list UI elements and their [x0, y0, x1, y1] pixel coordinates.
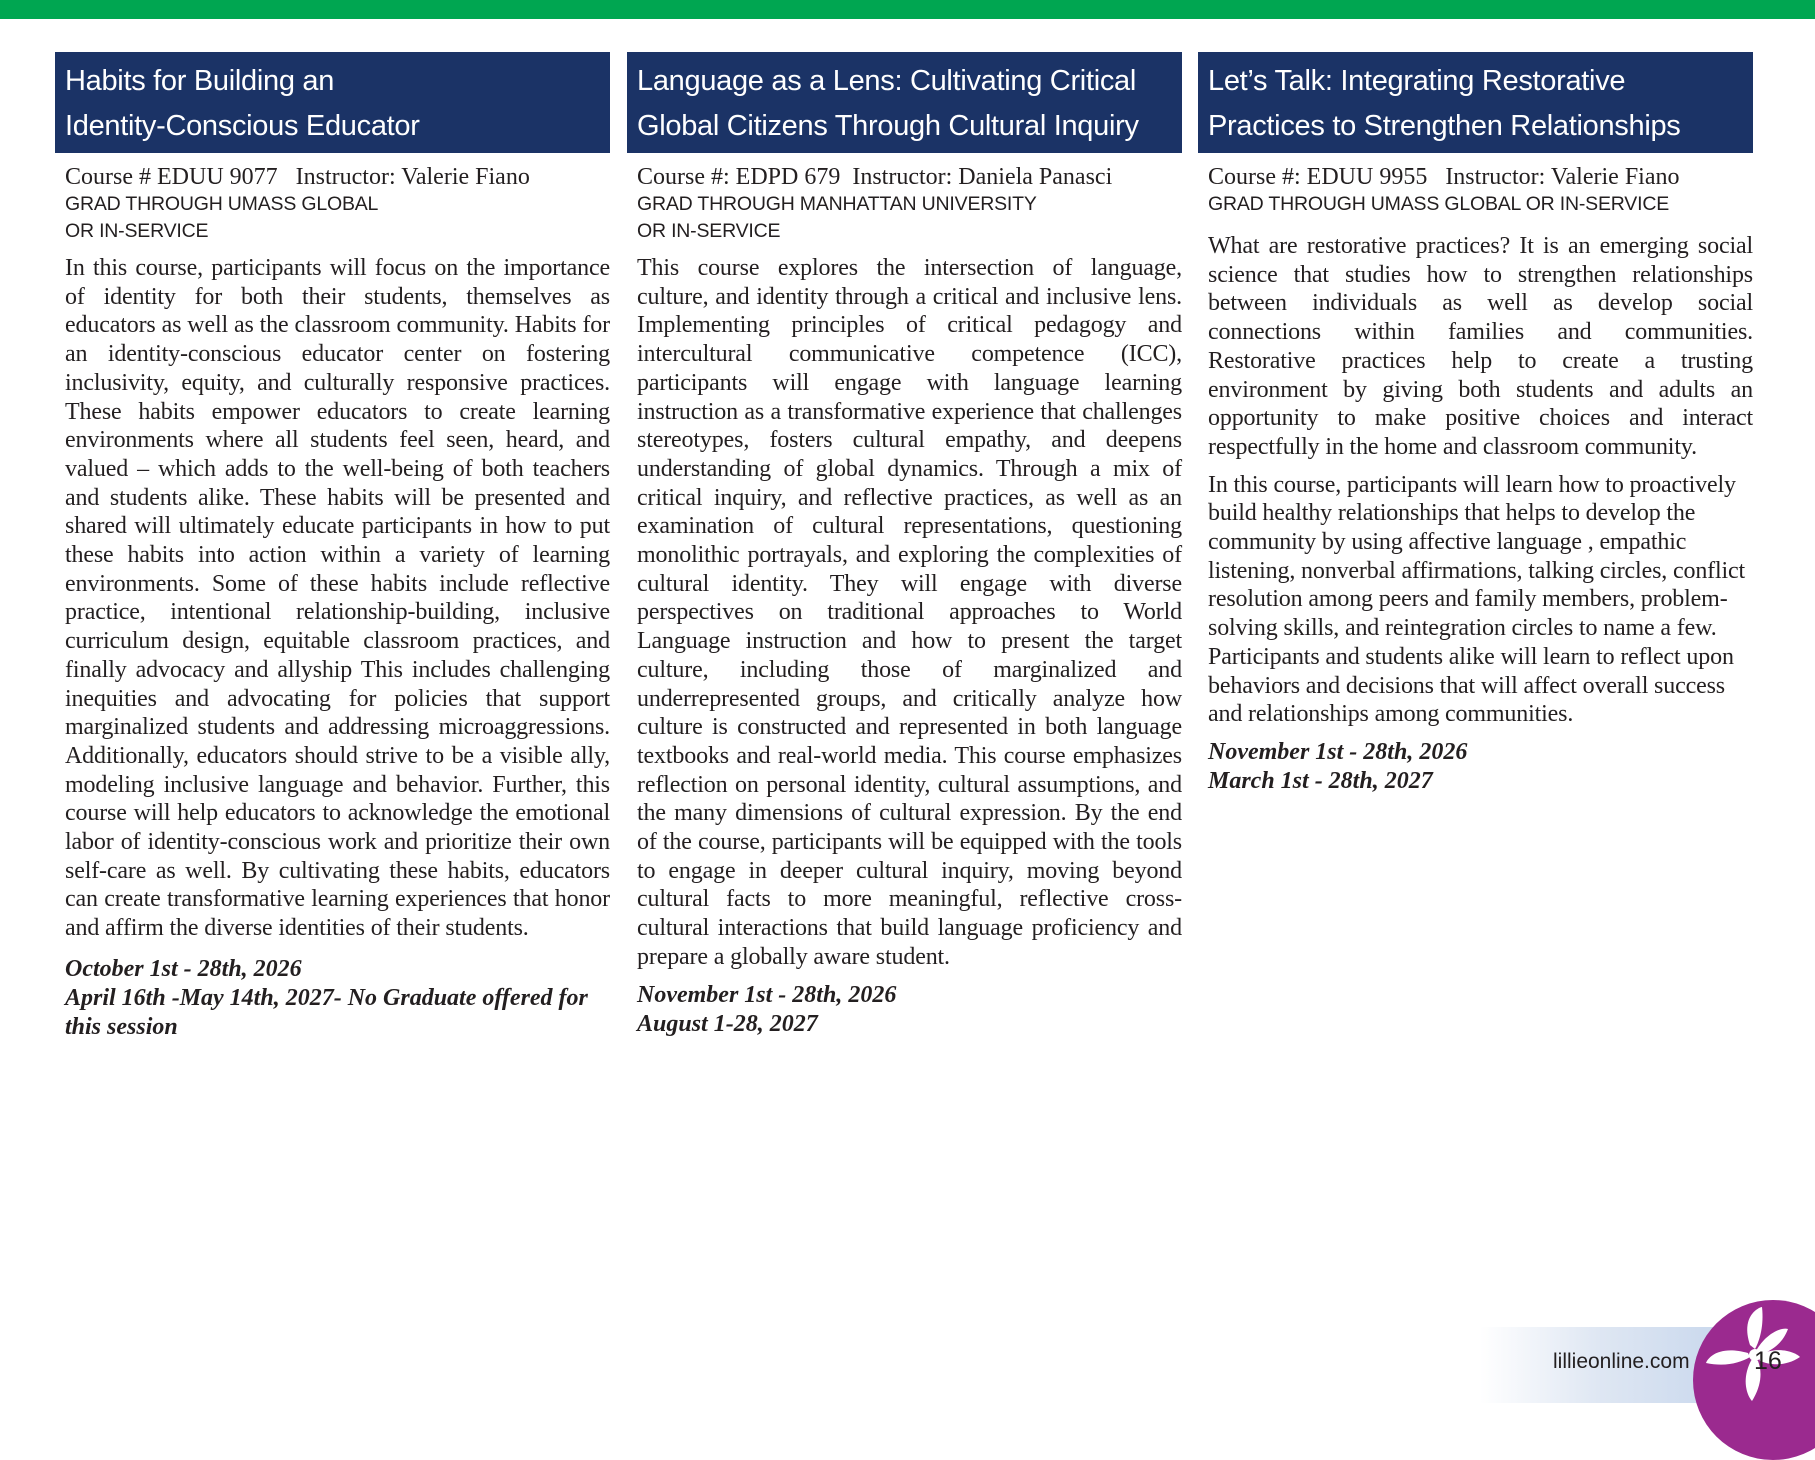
credit-option: GRAD THROUGH UMASS GLOBAL: [65, 193, 379, 215]
description-paragraph: In this course, participants will focus on the importance of identity for both their students, themselves as educators as well as the classroom community. Habits for an identity-conscious educator center on fostering inclusivity, equity, and culturally responsive practices. These habits empower educators to create learning environments where all students feel seen, heard, and valued – which adds to the well-being of both teachers and students alike. These habits will be presented and shared will ultimately educate participants in how to put these habits into action within a variety of learning environments. Some of these habits include reflective practice, intentional relationship-building, inclusive curriculum design, equitable classroom practices, and finally advocacy and allyship This includes challenging inequities and advocating for policies that support marginalized students and addressing microaggressions. Additionally, educators should strive to be a visible ally, modeling inclusive language and behavior. Further, this course will help educators to acknowledge the emotional labor of identity-conscious work and prioritize their own self-care as well. By cultivating these habits, educators can create transformative learning experiences that honor and affirm the diverse identities of their students.: [65, 255, 610, 942]
course-column-3: [1198, 52, 1753, 796]
top-accent-bar: [0, 0, 1815, 19]
course-number-instructor: Course # EDUU 9077 Instructor: Valerie Fiano: [65, 164, 530, 190]
session-dates: [1198, 738, 1753, 796]
description-paragraph: This course explores the intersection of language, culture, and identity through a critical and inclusive lens. Implementing principles of critical pedagogy and intercultural communicative competence (ICC), participants will engage with language learning instruction as a transformative experience that challenges stereotypes, fosters cultural empathy, and deepens understanding of global dynamics. Through a mix of critical inquiry, and reflective practices, as well as an examination of cultural representations, questioning monolithic portrayals, and exploring the complexities of cultural identity. They will engage with diverse perspectives on traditional approaches to World Language instruction and how to present the target culture, including those of marginalized and underrepresented groups, and critically analyze how culture is constructed and represented in both language textbooks and real-world media. This course emphasizes reflection on personal identity, cultural assumptions, and the many dimensions of cultural expression. By the end of the course, participants will be equipped with the tools to engage in deeper cultural inquiry, moving beyond cultural facts to more meaningful, reflective cross-cultural interactions that build language proficiency and prepare a globally aware student.: [637, 255, 1182, 970]
course-title-line: Identity-Conscious Educator: [65, 110, 420, 142]
description-paragraph: In this course, participants will learn how to proactively build healthy relationships that helps to develop the community by using affective language , empathic listening, nonverbal affirmations, talking circles, conflict resolution among peers and family members, problem-solving skills, and reintegration circles to name a few. Participants and students alike will learn to reflect upon behaviors and decisions that will affect overall success and relationships among communities.: [1208, 471, 1746, 728]
course-title-line: Let’s Talk: Integrating Restorative: [1208, 65, 1626, 97]
course-number-instructor: Course #: EDUU 9955 Instructor: Valerie Fiano: [1208, 164, 1680, 190]
course-description: [627, 254, 1182, 972]
session-dates: [627, 981, 1182, 1039]
credit-option: OR IN-SERVICE: [65, 220, 209, 242]
session-date: November 1st - 28th, 2026: [637, 981, 897, 1008]
course-title-line: Global Citizens Through Cultural Inquiry: [637, 110, 1139, 142]
course-meta: [1198, 163, 1753, 218]
credit-option: OR IN-SERVICE: [637, 220, 781, 242]
course-meta: [55, 163, 610, 245]
course-column-2: [627, 52, 1182, 1039]
course-number-instructor: Course #: EDPD 679 Instructor: Daniela Panasci: [637, 164, 1113, 190]
credit-option: GRAD THROUGH MANHATTAN UNIVERSITY: [637, 193, 1037, 215]
course-title-line: Practices to Strengthen Relationships: [1208, 110, 1681, 142]
session-date: August 1-28, 2027: [637, 1010, 818, 1037]
course-description: [55, 254, 610, 943]
page-number: 16: [1754, 1347, 1782, 1375]
session-dates: [55, 955, 610, 1042]
course-description: [1198, 232, 1753, 729]
description-paragraph: What are restorative practices? It is an emerging social science that studies how to strengthen relationships between individuals as well as develop social connections within families and communities. Restorative practices help to create a trusting environment by giving both students and adults an opportunity to make positive choices and interact respectfully in the home and classroom community.: [1208, 233, 1753, 460]
session-date: April 16th -May 14th, 2027- No Graduate offered for this session: [65, 984, 588, 1040]
course-column-1: [55, 52, 610, 1042]
footer-website[interactable]: lillieonline.com: [1553, 1350, 1690, 1373]
session-date: November 1st - 28th, 2026: [1208, 738, 1468, 765]
course-meta: [627, 163, 1182, 245]
course-title-banner: [1198, 52, 1753, 153]
course-title-banner: [55, 52, 610, 153]
course-title-line: Language as a Lens: Cultivating Critical: [637, 65, 1137, 97]
session-date: October 1st - 28th, 2026: [65, 955, 302, 982]
session-date: March 1st - 28th, 2027: [1208, 767, 1433, 794]
course-title-line: Habits for Building an: [65, 65, 335, 97]
credit-option: GRAD THROUGH UMASS GLOBAL OR IN-SERVICE: [1208, 193, 1670, 215]
course-title-banner: [627, 52, 1182, 153]
